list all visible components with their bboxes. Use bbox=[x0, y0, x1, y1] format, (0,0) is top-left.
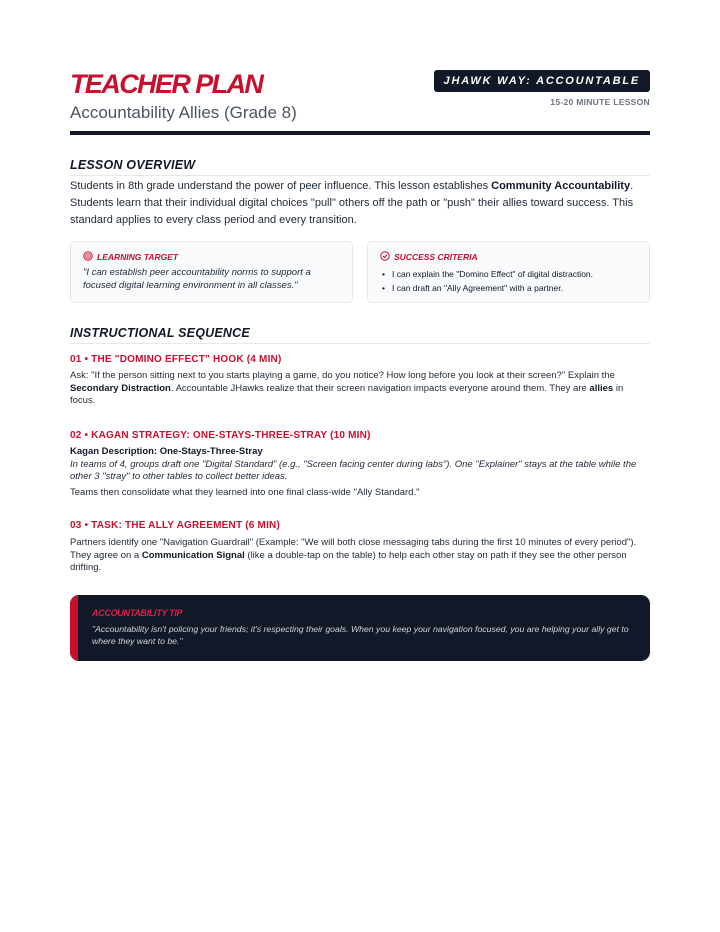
step-1-text: Ask: "If the person sitting next to you starts playing a game, do you notice? How long before you look at their screen?" Explain the bbox=[70, 370, 615, 381]
kagan-description: In teams of 4, groups draft one "Digital Standard" (e.g., "Screen facing center during labs"). One "Explainer" stays at the table while the other 3 "stray" to other tables to collect better ideas. bbox=[70, 458, 637, 482]
page-header bbox=[70, 70, 650, 136]
lesson-subtitle: Accountability Allies (Grade 8) bbox=[70, 103, 297, 122]
step-1-text: . Accountable JHawks realize that their screen navigation impacts everyone around them. They are bbox=[170, 382, 590, 394]
step-1-text: in focus. bbox=[70, 382, 624, 406]
step-3-bold: Communication Signal bbox=[141, 549, 245, 561]
lesson-duration: 15-20 MINUTE LESSON bbox=[550, 97, 650, 107]
overview-text: Students in 8th grade understand the power of peer influence. This lesson establishes bbox=[70, 180, 492, 192]
kagan-label: Kagan Description: One-Stays-Three-Stray bbox=[70, 446, 263, 457]
value-badge: JHAWK WAY: ACCOUNTABLE bbox=[434, 70, 650, 92]
step-2-body bbox=[70, 446, 650, 499]
header-divider bbox=[70, 131, 650, 135]
list-item: • I can explain the "Domino Effect" of digital distraction. bbox=[380, 267, 637, 281]
tip-heading: ACCOUNTABILITY TIP bbox=[92, 608, 183, 618]
step-1-bold: Secondary Distraction bbox=[70, 382, 171, 394]
brand-title: TEACHER PLAN bbox=[70, 69, 263, 99]
learning-target-card bbox=[70, 241, 353, 303]
success-criteria-header bbox=[380, 251, 637, 263]
success-criteria-heading: SUCCESS CRITERIA bbox=[394, 252, 478, 262]
overview-heading: LESSON OVERVIEW bbox=[70, 158, 650, 176]
step-3-text: (like a double-tap on the table) to help each other stay on path if they see the other person drifting. bbox=[70, 549, 627, 573]
step-1-body bbox=[70, 370, 650, 408]
step-2-followup: Teams then consolidate what they learned into one final class-wide "Ally Standard." bbox=[70, 486, 420, 498]
sequence-heading: INSTRUCTIONAL SEQUENCE bbox=[70, 326, 650, 344]
check-circle-icon bbox=[380, 251, 390, 263]
target-icon bbox=[83, 251, 93, 263]
overview-bold: Community Accountability bbox=[491, 180, 631, 192]
step-3-text: Partners identify one "Navigation Guardrail" (Example: "We will both close messaging tabs during the first 10 minutes of every period"). They agree on a bbox=[70, 537, 637, 561]
tip-quote: "Accountability isn't policing your friends; it's respecting their goals. When you keep your navigation focused, you are helping your ally get to where they want to be." bbox=[92, 624, 629, 646]
learning-target-quote: "I can establish peer accountability norms to support a focused digital learning environment in all classes." bbox=[83, 267, 311, 291]
tip-accent-bar bbox=[70, 595, 78, 661]
step-3-title: 03 • TASK: THE ALLY AGREEMENT (6 MIN) bbox=[70, 520, 280, 531]
overview-text: . Students learn that their individual digital choices "pull" others off the path or "push" their allies toward success. This standard applies to every class period and every transition. bbox=[70, 180, 634, 227]
accountability-tip-box bbox=[70, 595, 650, 661]
step-1-bold: allies bbox=[589, 382, 614, 394]
learning-target-heading: LEARNING TARGET bbox=[97, 252, 179, 262]
step-1-title: 01 • THE "DOMINO EFFECT" HOOK (4 MIN) bbox=[70, 354, 282, 365]
learning-target-header bbox=[83, 251, 340, 263]
step-2-title: 02 • KAGAN STRATEGY: ONE-STAYS-THREE-STRAY (10 MIN) bbox=[70, 430, 371, 441]
success-criteria-card bbox=[367, 241, 650, 303]
success-criteria-list bbox=[380, 267, 637, 295]
list-item: • I can draft an "Ally Agreement" with a partner. bbox=[380, 281, 637, 295]
step-3-body bbox=[70, 537, 650, 575]
overview-paragraph bbox=[70, 178, 650, 230]
